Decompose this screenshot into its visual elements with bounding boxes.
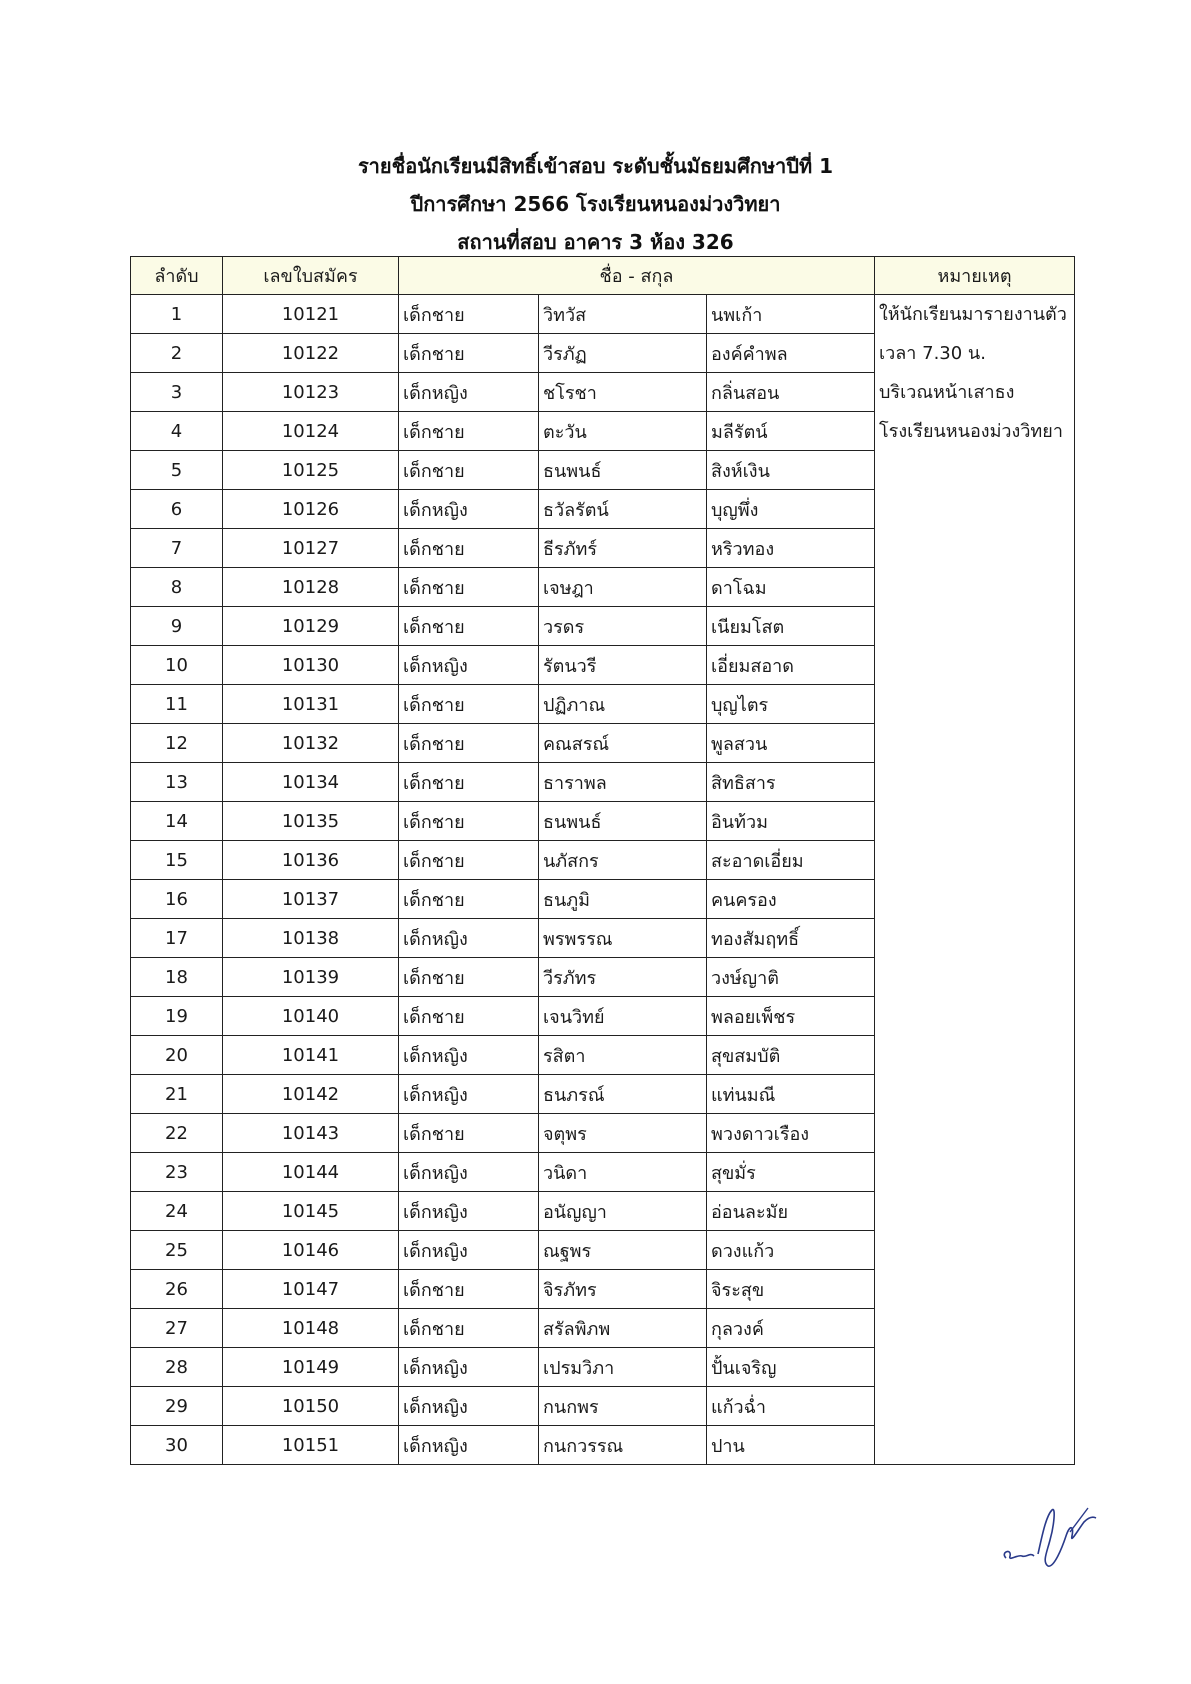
cell-first-name: เจษฎา [539,568,707,607]
cell-application-no: 10129 [223,607,399,646]
cell-first-name: รัตนวรี [539,646,707,685]
cell-no: 19 [131,997,223,1036]
cell-no: 9 [131,607,223,646]
cell-prefix: เด็กชาย [399,607,539,646]
cell-first-name: ธวัลรัตน์ [539,490,707,529]
cell-last-name: สะอาดเอี่ยม [707,841,875,880]
table-body [131,295,1075,1465]
cell-application-no: 10137 [223,880,399,919]
cell-no: 21 [131,1075,223,1114]
cell-first-name: เปรมวิภา [539,1348,707,1387]
cell-no: 15 [131,841,223,880]
document-title: รายชื่อนักเรียนมีสิทธิ์เข้าสอบ ระดับชั้นมัธยมศึกษาปีที่ 1 [357,154,834,178]
cell-application-no: 10126 [223,490,399,529]
cell-no: 14 [131,802,223,841]
cell-prefix: เด็กชาย [399,295,539,334]
cell-last-name: แท่นมณี [707,1075,875,1114]
cell-first-name: ธนภูมิ [539,880,707,919]
cell-last-name: บุญพึ่ง [707,490,875,529]
cell-application-no: 10147 [223,1270,399,1309]
cell-application-no: 10144 [223,1153,399,1192]
cell-prefix: เด็กหญิง [399,373,539,412]
cell-last-name: พวงดาวเรือง [707,1114,875,1153]
cell-last-name: วงษ์ญาติ [707,958,875,997]
cell-first-name: พรพรรณ [539,919,707,958]
cell-prefix: เด็กหญิง [399,1426,539,1465]
cell-prefix: เด็กชาย [399,334,539,373]
cell-first-name: ตะวัน [539,412,707,451]
cell-remark [875,295,1075,1465]
cell-first-name: รสิตา [539,1036,707,1075]
cell-no: 12 [131,724,223,763]
cell-application-no: 10121 [223,295,399,334]
cell-last-name: ดวงแก้ว [707,1231,875,1270]
cell-first-name: สรัลพิภพ [539,1309,707,1348]
cell-prefix: เด็กชาย [399,685,539,724]
cell-first-name: กนกวรรณ [539,1426,707,1465]
cell-no: 2 [131,334,223,373]
cell-first-name: เจนวิทย์ [539,997,707,1036]
cell-last-name: ปาน [707,1426,875,1465]
cell-application-no: 10150 [223,1387,399,1426]
cell-last-name: พูลสวน [707,724,875,763]
cell-first-name: วีรภัทร [539,958,707,997]
cell-prefix: เด็กหญิง [399,1075,539,1114]
cell-last-name: อ่อนละมัย [707,1192,875,1231]
cell-no: 11 [131,685,223,724]
cell-last-name: แก้วฉ่ำ [707,1387,875,1426]
cell-first-name: วรดร [539,607,707,646]
cell-application-no: 10127 [223,529,399,568]
cell-prefix: เด็กหญิง [399,1231,539,1270]
cell-no: 8 [131,568,223,607]
cell-last-name: หริวทอง [707,529,875,568]
cell-no: 17 [131,919,223,958]
header-remark: หมายเหตุ [875,257,1075,295]
cell-prefix: เด็กชาย [399,880,539,919]
cell-prefix: เด็กชาย [399,724,539,763]
cell-last-name: พลอยเพ็ชร [707,997,875,1036]
cell-prefix: เด็กชาย [399,451,539,490]
cell-prefix: เด็กชาย [399,841,539,880]
cell-application-no: 10136 [223,841,399,880]
remark-line: ให้นักเรียนมารายงานตัว [879,304,1067,325]
cell-prefix: เด็กหญิง [399,646,539,685]
cell-application-no: 10125 [223,451,399,490]
cell-last-name: กลิ่นสอน [707,373,875,412]
cell-last-name: สุขสมบัติ [707,1036,875,1075]
document-subtitle-exam-location: สถานที่สอบ อาคาร 3 ห้อง 326 [457,230,734,254]
cell-first-name: วนิดา [539,1153,707,1192]
student-roster-table [130,256,1075,1465]
cell-first-name: จิรภัทร [539,1270,707,1309]
cell-no: 13 [131,763,223,802]
cell-no: 27 [131,1309,223,1348]
cell-last-name: องค์คำพล [707,334,875,373]
cell-prefix: เด็กชาย [399,568,539,607]
cell-first-name: ชโรชา [539,373,707,412]
remark-line: เวลา 7.30 น. [879,343,986,364]
cell-prefix: เด็กชาย [399,1114,539,1153]
cell-application-no: 10145 [223,1192,399,1231]
cell-no: 28 [131,1348,223,1387]
cell-no: 26 [131,1270,223,1309]
cell-no: 18 [131,958,223,997]
cell-last-name: คนครอง [707,880,875,919]
cell-last-name: เนียมโสต [707,607,875,646]
cell-no: 29 [131,1387,223,1426]
cell-first-name: วีรภัฏ [539,334,707,373]
cell-no: 25 [131,1231,223,1270]
cell-prefix: เด็กหญิง [399,1153,539,1192]
header-name: ชื่อ - สกุล [399,257,875,295]
cell-application-no: 10141 [223,1036,399,1075]
cell-application-no: 10122 [223,334,399,373]
cell-first-name: กนกพร [539,1387,707,1426]
cell-prefix: เด็กหญิง [399,1387,539,1426]
cell-first-name: ณฐพร [539,1231,707,1270]
cell-no: 1 [131,295,223,334]
cell-application-no: 10142 [223,1075,399,1114]
cell-prefix: เด็กชาย [399,763,539,802]
cell-last-name: สิทธิสาร [707,763,875,802]
signature-image [992,1496,1102,1576]
cell-application-no: 10128 [223,568,399,607]
cell-last-name: ดาโฉม [707,568,875,607]
cell-prefix: เด็กชาย [399,1309,539,1348]
cell-no: 6 [131,490,223,529]
cell-no: 22 [131,1114,223,1153]
cell-application-no: 10138 [223,919,399,958]
cell-prefix: เด็กหญิง [399,1348,539,1387]
cell-last-name: นพเก้า [707,295,875,334]
document-subtitle-year-school: ปีการศึกษา 2566 โรงเรียนหนองม่วงวิทยา [410,192,781,216]
cell-prefix: เด็กชาย [399,529,539,568]
cell-last-name: สิงห์เงิน [707,451,875,490]
cell-last-name: สุขมั่ร [707,1153,875,1192]
cell-application-no: 10131 [223,685,399,724]
cell-last-name: มลีรัตน์ [707,412,875,451]
cell-last-name: ทองสัมฤทธิ์ [707,919,875,958]
cell-first-name: ธนพนธ์ [539,802,707,841]
cell-prefix: เด็กชาย [399,958,539,997]
cell-first-name: จตุพร [539,1114,707,1153]
header-application-no: เลขใบสมัคร [223,257,399,295]
cell-prefix: เด็กชาย [399,997,539,1036]
cell-no: 4 [131,412,223,451]
cell-first-name: ธาราพล [539,763,707,802]
cell-no: 7 [131,529,223,568]
cell-application-no: 10140 [223,997,399,1036]
cell-prefix: เด็กหญิง [399,919,539,958]
cell-last-name: เอี่ยมสอาด [707,646,875,685]
cell-first-name: วิทวัส [539,295,707,334]
cell-prefix: เด็กหญิง [399,1192,539,1231]
cell-application-no: 10143 [223,1114,399,1153]
cell-first-name: คณสรณ์ [539,724,707,763]
cell-first-name: ธีรภัทร์ [539,529,707,568]
cell-first-name: ธนภรณ์ [539,1075,707,1114]
cell-no: 10 [131,646,223,685]
cell-application-no: 10123 [223,373,399,412]
cell-last-name: กุลวงค์ [707,1309,875,1348]
cell-no: 20 [131,1036,223,1075]
cell-first-name: นภัสกร [539,841,707,880]
cell-application-no: 10151 [223,1426,399,1465]
remark-line: บริเวณหน้าเสาธง [879,382,1015,403]
table-header-row [131,257,1075,295]
cell-prefix: เด็กหญิง [399,490,539,529]
cell-first-name: อนัญญา [539,1192,707,1231]
cell-prefix: เด็กชาย [399,802,539,841]
cell-no: 3 [131,373,223,412]
cell-application-no: 10130 [223,646,399,685]
cell-no: 5 [131,451,223,490]
cell-last-name: บุญไตร [707,685,875,724]
cell-no: 23 [131,1153,223,1192]
cell-last-name: อินท้วม [707,802,875,841]
cell-first-name: ธนพนธ์ [539,451,707,490]
cell-prefix: เด็กหญิง [399,1036,539,1075]
cell-prefix: เด็กชาย [399,1270,539,1309]
cell-first-name: ปฏิภาณ [539,685,707,724]
cell-application-no: 10132 [223,724,399,763]
cell-no: 24 [131,1192,223,1231]
header-no: ลำดับ [131,257,223,295]
cell-last-name: จิระสุข [707,1270,875,1309]
cell-application-no: 10134 [223,763,399,802]
cell-application-no: 10124 [223,412,399,451]
cell-application-no: 10149 [223,1348,399,1387]
cell-prefix: เด็กชาย [399,412,539,451]
cell-application-no: 10146 [223,1231,399,1270]
table-row [131,295,1075,334]
cell-application-no: 10148 [223,1309,399,1348]
remark-line: โรงเรียนหนองม่วงวิทยา [879,421,1063,442]
cell-application-no: 10135 [223,802,399,841]
cell-no: 30 [131,1426,223,1465]
cell-application-no: 10139 [223,958,399,997]
cell-no: 16 [131,880,223,919]
cell-last-name: ปั้นเจริญ [707,1348,875,1387]
